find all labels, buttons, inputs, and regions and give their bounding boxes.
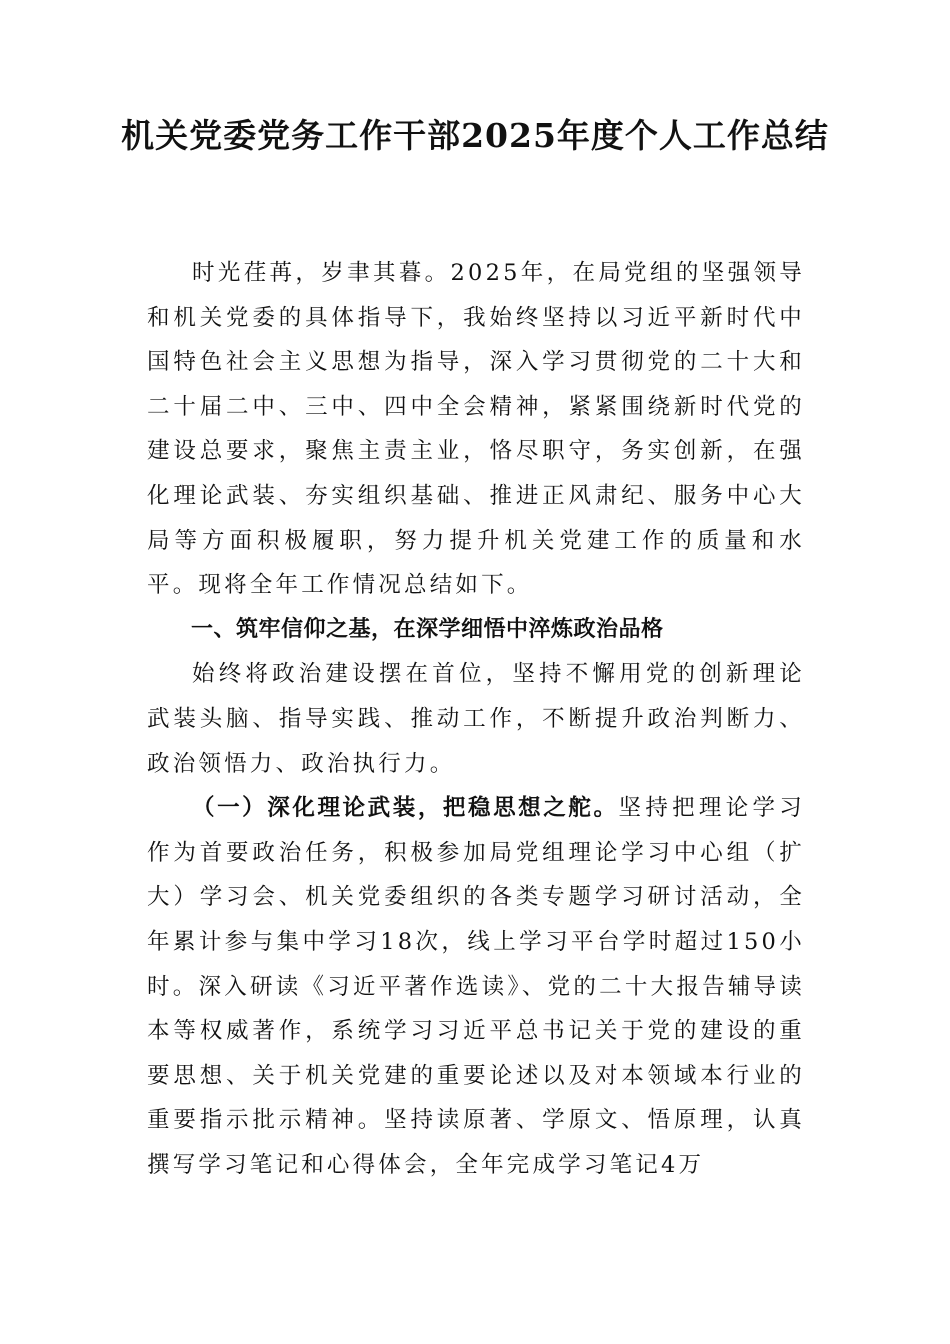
document-body [147, 251, 805, 1187]
intro-paragraph: 时光荏苒，岁聿其暮。2025年，在局党组的坚强领导和机关党委的具体指导下，我始终坚持以习近平新时代中国特色社会主义思想为指导，深入学习贯彻党的二十大和二十届二中、三中、四中全会精神，紧紧围绕新时代党的建设总要求，聚焦主责主业，恪尽职守，务实创新，在强化理论武装、夯实组织基础、推进正风肃纪、服务中心大局等方面积极履职，努力提升机关党建工作的质量和水平。现将全年工作情况总结如下。 [147, 260, 805, 599]
subsection-1-text: 坚持把理论学习作为首要政治任务，积极参加局党组理论学习中心组（扩大）学习会、机关党委组织的各类专题学习研讨活动，全年累计参与集中学习18次，线上学习平台学时超过150小时。深入研读《习近平著作选读》、党的二十大报告辅导读本等权威著作，系统学习习近平总书记关于党的建设的重要思想、关于机关党建的重要论述以及对本领域本行业的重要指示批示精神。坚持读原著、学原文、悟原理，认真撰写学习笔记和心得体会，全年完成学习笔记4万 [147, 795, 805, 1178]
document-title: 机关党委党务工作干部2025年度个人工作总结 [121, 116, 829, 155]
subsection-1-paragraph [147, 786, 805, 1187]
section-1-heading: 一、筑牢信仰之基，在深学细悟中淬炼政治品格 [191, 616, 664, 642]
section-1-paragraph: 始终将政治建设摆在首位，坚持不懈用党的创新理论武装头脑、指导实践、推动工作，不断提升政治判断力、政治领悟力、政治执行力。 [147, 661, 805, 777]
subsection-1-lead: （一）深化理论武装，把稳思想之舵。 [192, 795, 619, 822]
